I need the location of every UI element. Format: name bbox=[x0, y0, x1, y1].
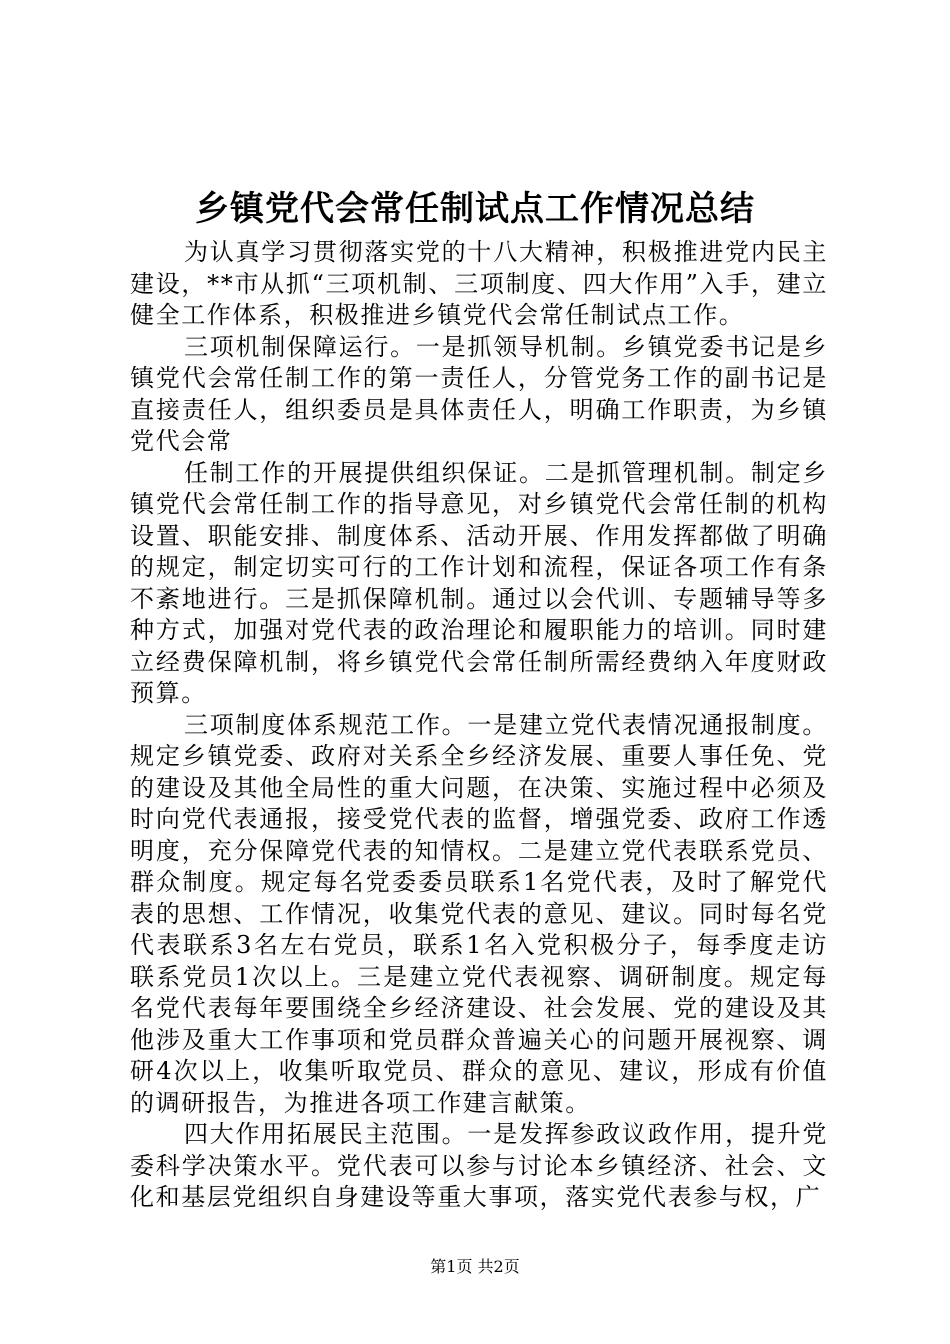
paragraph-systems: 三项制度体系规范工作。一是建立党代表情况通报制度。规定乡镇党委、政府对关系全乡经济发展、重要人事任免、党的建设及其他全局性的重大问题，在决策、实施过程中必须及时向党代表通报，接受党代表的监督，增强党委、政府工作透明度，充分保障党代表的知情权。二是建立党代表联系党员、群众制度。规定每名党委委员联系1名党代表，及时了解党代表的思想、工作情况，收集党代表的意见、建议。同时每名党代表联系3名左右党员，联系1名入党积极分子，每季度走访联系党员1次以上。三是建立党代表视察、调研制度。规定每名党代表每年要围绕全乡经济建设、社会发展、党的建设及其他涉及重大工作事项和党员群众普遍关心的问题开展视察、调研4次以上，收集听取党员、群众的意见、建议，形成有价值的调研报告，为推进各项工作建言献策。 bbox=[130, 710, 828, 1117]
page-number-footer: 第1页 共2页 bbox=[430, 1257, 520, 1276]
document-body bbox=[130, 237, 828, 1214]
document-title: 乡镇党代会常任制试点工作情况总结 bbox=[195, 189, 755, 229]
paragraph-roles: 四大作用拓展民主范围。一是发挥参政议政作用，提升党委科学决策水平。党代表可以参与讨论本乡镇经济、社会、文化和基层党组织自身建设等重大事项，落实党代表参与权，广 bbox=[130, 1120, 828, 1211]
paragraph-mechanisms-continued: 任制工作的开展提供组织保证。二是抓管理机制。制定乡镇党代会常任制工作的指导意见，对乡镇党代会常任制的机构设置、职能安排、制度体系、活动开展、作用发挥都做了明确的规定，制定切实可行的工作计划和流程，保证各项工作有条不紊地进行。三是抓保障机制。通过以会代训、专题辅导等多种方式，加强对党代表的政治理论和履职能力的培训。同时建立经费保障机制，将乡镇党代会常任制所需经费纳入年度财政预算。 bbox=[130, 458, 828, 707]
paragraph-intro: 为认真学习贯彻落实党的十八大精神，积极推进党内民主建设，**市从抓“三项机制、三项制度、四大作用”入手，建立健全工作体系，积极推进乡镇党代会常任制试点工作。 bbox=[130, 238, 828, 329]
paragraph-mechanisms: 三项机制保障运行。一是抓领导机制。乡镇党委书记是乡镇党代会常任制工作的第一责任人，分管党务工作的副书记是直接责任人，组织委员是具体责任人，明确工作职责，为乡镇党代会常 bbox=[130, 332, 828, 455]
